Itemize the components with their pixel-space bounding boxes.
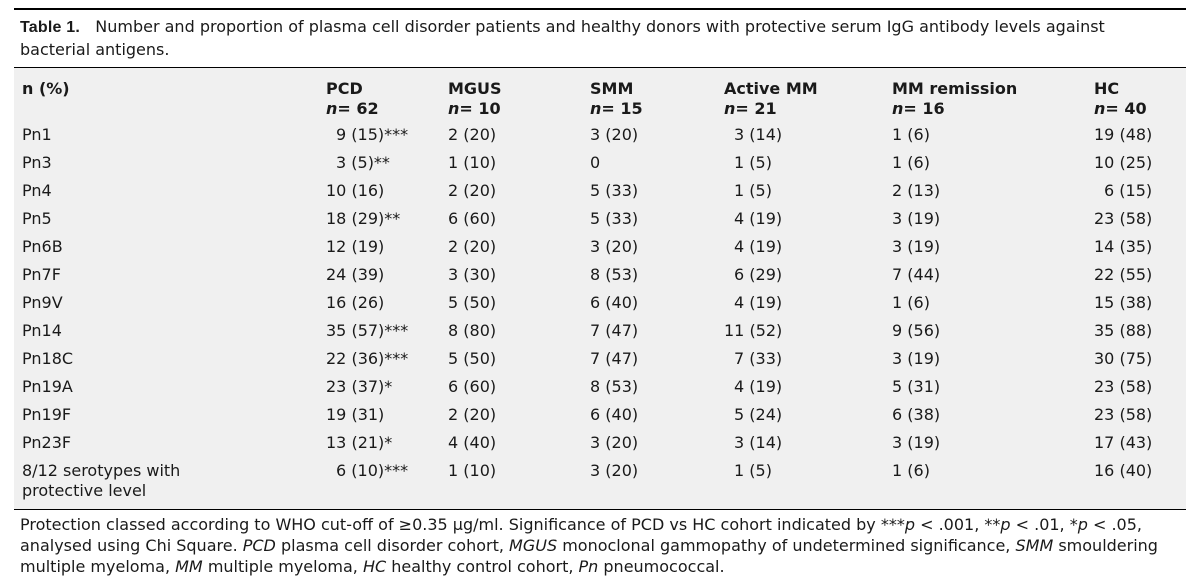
table-cell: 18 (29)**: [326, 209, 401, 228]
row-label: Pn18C: [22, 349, 74, 368]
table-cell: 1 (5): [734, 461, 772, 480]
table-cell: 30 (75): [1094, 349, 1153, 368]
table-cell: 1 (6): [892, 153, 930, 172]
footnote-text-a: Protection classed according to WHO cut-off of ≥0.35 µg/ml. Significance of PCD vs HC cohort indicated by ***: [20, 515, 905, 534]
footnote-p2: p: [1000, 515, 1011, 534]
n-symbol: n: [448, 99, 460, 118]
table-cell: 3 (20): [590, 237, 639, 256]
column-header: [326, 79, 379, 119]
table-cell: 8 (80): [448, 321, 497, 340]
column-header: [1094, 79, 1147, 119]
row-label: Pn4: [22, 181, 52, 200]
table-cell: 1 (10): [448, 153, 497, 172]
column-header-n: [724, 99, 818, 119]
row-label: Pn19F: [22, 405, 72, 424]
column-header-n: [1094, 99, 1147, 119]
table-cell: 8 (53): [590, 265, 639, 284]
table-cell: 2 (20): [448, 125, 497, 144]
column-header-label: MGUS: [448, 79, 502, 98]
column-header-label: HC: [1094, 79, 1120, 98]
table-cell: 3 (20): [590, 461, 639, 480]
table-cell: 1 (5): [734, 153, 772, 172]
n-value: = 10: [459, 99, 501, 118]
table-cell: 8 (53): [590, 377, 639, 396]
table-cell: 17 (43): [1094, 433, 1153, 452]
table-cell: 3 (5)**: [336, 153, 390, 172]
table-caption: [20, 16, 1180, 61]
table-cell: 9 (56): [892, 321, 941, 340]
table-cell: 1 (10): [448, 461, 497, 480]
table-cell: 23 (58): [1094, 209, 1153, 228]
table-cell: 5 (33): [590, 181, 639, 200]
table-cell: 19 (48): [1094, 125, 1153, 144]
table-cell: 6 (60): [448, 377, 497, 396]
footnote-abbr-def: monoclonal gammopathy of undetermined significance,: [557, 536, 1016, 555]
column-header-label: SMM: [590, 79, 634, 98]
table-cell: 11 (52): [724, 321, 783, 340]
footnote-abbr-term: MM: [175, 557, 203, 576]
row-label: Pn14: [22, 321, 62, 340]
footnote-abbr-term: MGUS: [509, 536, 558, 555]
table-cell: 4 (19): [734, 293, 783, 312]
column-header: [590, 79, 643, 119]
n-value: = 15: [601, 99, 643, 118]
table-cell: 6 (10)***: [336, 461, 409, 480]
footnote-abbr-term: SMM: [1015, 536, 1054, 555]
column-header-n: [326, 99, 379, 119]
table-cell: 10 (25): [1094, 153, 1153, 172]
table-cell: 5 (50): [448, 293, 497, 312]
table-cell: 0: [590, 153, 601, 172]
table-cell: 23 (37)*: [326, 377, 393, 396]
table-cell: 3 (20): [590, 433, 639, 452]
footnote-abbr-def: healthy control cohort,: [386, 557, 579, 576]
column-header-label: MM remission: [892, 79, 1018, 98]
table-cell: 5 (50): [448, 349, 497, 368]
table-cell: 2 (20): [448, 181, 497, 200]
row-label: Pn19A: [22, 377, 73, 396]
table-cell: 3 (14): [734, 125, 783, 144]
n-symbol: n: [590, 99, 602, 118]
table-cell: 22 (36)***: [326, 349, 409, 368]
column-header-n: [892, 99, 1017, 119]
table-top-rule: [14, 67, 1186, 68]
table-cell: 1 (6): [892, 461, 930, 480]
table-cell: 6 (15): [1104, 181, 1153, 200]
table-cell: 6 (29): [734, 265, 783, 284]
table-bottom-rule: [14, 509, 1186, 510]
footnote-abbr-def: smouldering multiple myeloma,: [20, 536, 1158, 576]
table-cell: 7 (47): [590, 349, 639, 368]
table-cell: 14 (35): [1094, 237, 1153, 256]
caption-label: Table 1.: [20, 19, 80, 36]
table-cell: 4 (19): [734, 377, 783, 396]
n-value: = 21: [735, 99, 777, 118]
table-cell: 6 (40): [590, 293, 639, 312]
data-table: [14, 67, 1186, 510]
table-cell: 6 (38): [892, 405, 941, 424]
row-label: Pn5: [22, 209, 52, 228]
table-cell: 1 (6): [892, 293, 930, 312]
table-cell: 3 (14): [734, 433, 783, 452]
table-cell: 35 (57)***: [326, 321, 409, 340]
table-cell: 7 (44): [892, 265, 941, 284]
table-cell: 3 (20): [590, 125, 639, 144]
table-cell: 3 (19): [892, 237, 941, 256]
caption-text: Number and proportion of plasma cell disorder patients and healthy donors with protective serum IgG antibody levels against bacterial antigens.: [20, 17, 1105, 59]
n-value: = 62: [337, 99, 379, 118]
table-cell: 5 (33): [590, 209, 639, 228]
table-cell: 6 (40): [590, 405, 639, 424]
footnote-p1: p: [904, 515, 915, 534]
table-cell: 13 (21)*: [326, 433, 393, 452]
table-cell: 16 (26): [326, 293, 385, 312]
table-cell: 24 (39): [326, 265, 385, 284]
table-cell: 3 (30): [448, 265, 497, 284]
footnote-abbr-term: PCD: [242, 536, 276, 555]
table-cell: 16 (40): [1094, 461, 1153, 480]
n-symbol: n: [892, 99, 904, 118]
row-label: Pn6B: [22, 237, 63, 256]
row-label: Pn23F: [22, 433, 72, 452]
n-symbol: n: [724, 99, 736, 118]
table-cell: 7 (33): [734, 349, 783, 368]
table-cell: 9 (15)***: [336, 125, 409, 144]
footnote-text-c: < .01, *: [1010, 515, 1078, 534]
column-header-n: [448, 99, 502, 119]
table-cell: 6 (60): [448, 209, 497, 228]
table-cell: 5 (24): [734, 405, 783, 424]
table-cell: 23 (58): [1094, 377, 1153, 396]
n-symbol: n: [326, 99, 338, 118]
n-value: = 16: [903, 99, 945, 118]
table-cell: 2 (13): [892, 181, 941, 200]
column-header-n: [590, 99, 643, 119]
table-footnote: [20, 514, 1180, 577]
table-cell: 3 (19): [892, 209, 941, 228]
row-label: Pn9V: [22, 293, 63, 312]
column-header: [448, 79, 502, 119]
table-cell: 3 (19): [892, 349, 941, 368]
row-label: Pn7F: [22, 265, 61, 284]
table-cell: 4 (40): [448, 433, 497, 452]
footnote-p3: p: [1077, 515, 1088, 534]
table-cell: 19 (31): [326, 405, 385, 424]
table-cell: 1 (6): [892, 125, 930, 144]
table-cell: 5 (31): [892, 377, 941, 396]
table-cell: 23 (58): [1094, 405, 1153, 424]
table-cell: 15 (38): [1094, 293, 1153, 312]
footnote-text-b: < .001, **: [915, 515, 1001, 534]
table-cell: 3 (19): [892, 433, 941, 452]
footnote-abbr-term: Pn: [578, 557, 599, 576]
column-header-label: PCD: [326, 79, 363, 98]
row-label: Pn3: [22, 153, 52, 172]
footnote-text-d: < .05, analysed using Chi Square.: [20, 515, 1142, 555]
table-cell: 2 (20): [448, 405, 497, 424]
table-cell: 22 (55): [1094, 265, 1153, 284]
column-header: [724, 79, 818, 119]
table-cell: 35 (88): [1094, 321, 1153, 340]
table-cell: 2 (20): [448, 237, 497, 256]
footnote-abbr-def: plasma cell disorder cohort,: [275, 536, 510, 555]
n-symbol: n: [1094, 99, 1106, 118]
footnote-abbr-def: pneumococcal.: [598, 557, 725, 576]
table-cell: 1 (5): [734, 181, 772, 200]
footnote-abbr-term: HC: [362, 557, 387, 576]
column-header: [892, 79, 1017, 119]
row-label: Pn1: [22, 125, 52, 144]
top-rule: [14, 8, 1186, 10]
column-header-label: Active MM: [724, 79, 818, 98]
footnote-abbr-def: multiple myeloma,: [202, 557, 363, 576]
header-first-col: n (%): [22, 79, 70, 98]
row-label: 8/12 serotypes with protective level: [22, 461, 181, 500]
table-cell: 12 (19): [326, 237, 385, 256]
table-cell: 4 (19): [734, 237, 783, 256]
table-cell: 7 (47): [590, 321, 639, 340]
table-cell: 4 (19): [734, 209, 783, 228]
n-value: = 40: [1105, 99, 1147, 118]
table-cell: 10 (16): [326, 181, 385, 200]
